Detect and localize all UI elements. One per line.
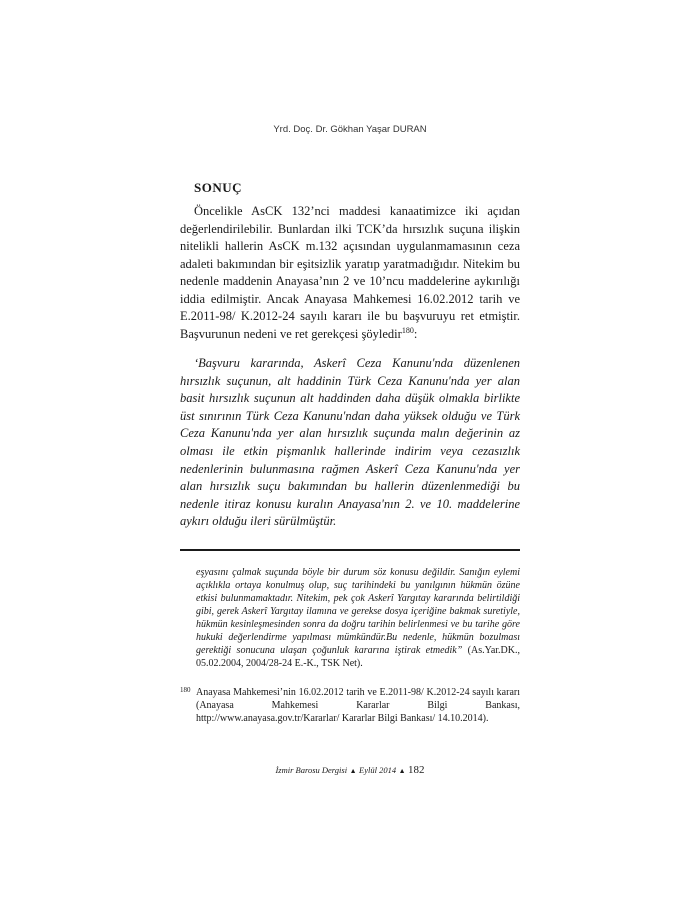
body-paragraph [180, 203, 520, 343]
footnote-continuation-citation: (As.Yar.DK., 05.02.2004, 2004/28-24 E.-K., TSK Net). [196, 645, 520, 669]
footnote-reference[interactable]: 180 [401, 325, 414, 335]
footer-issue: Eylül 2014 [359, 765, 397, 775]
page-number: 182 [408, 764, 425, 776]
footnote-divider [180, 549, 520, 551]
footnote-continuation-italic: eşyasını çalmak suçunda böyle bir durum söz konusu değildir. Sanığın eylemi açıklıkla ortaya konulmuş olup, suç tarihindeki bu yanılgının hükmün özüne etkisi bulunmamaktadır. Nitekim, pek çok Askerî Yargıtay kararında belirtildiği gibi, gerek Askerî Yargıtay ilamına ve gerekse dosya içeriğine bakmak suretiyle, hükmün kesinleşmesinden sonra da doğru tarihin belirlenmesi ve bu tarihe göre hukuki değerlendirme yapılması mümkündür.Bu nedenle, hükmün bozulması gerektiği sonucuna ulaşan çoğunluk kararına iştirak etmedik” [196, 567, 520, 656]
section-title: SONUÇ [194, 180, 243, 195]
footer-journal: İzmir Barosu Dergisi [275, 765, 348, 775]
footnote-180-text: Anayasa Mahkemesi’nin 16.02.2012 tarih ve E.2011-98/ K.2012-24 sayılı kararı (Anayasa Mahkemesi Kararlar Bilgi Bankası, http://www.anayasa.gov.tr/Kararlar/ Kararlar Bilgi Bankası/ 14.10.2014). [196, 687, 520, 725]
footer-triangle-icon-2: ▲ [398, 767, 406, 775]
body-paragraph-text: Öncelikle AsCK 132’nci maddesi kanaatimizce iki açıdan değerlendirilebilir. Bunlardan ilki TCK’da hırsızlık suçuna ilişkin nitelikli hallerin AsCK m.132 açısından uygulanmamasının ceza adaleti bakımından bir eşitsizlik yaratıp yaratmadığıdır. Nitekim bu nedenle maddenin Anayasa’nın 2 ve 10’ncu maddelerine aykırılığı iddia edilmiştir. Ancak Anayasa Mahkemesi 16.02.2012 tarih ve E.2011-98/ K.2012-24 sayılı kararı ile bu başvuruyu ret etmiştir. Başvurunun nedeni ve ret gerekçesi şöyledir [180, 204, 520, 341]
footer-triangle-icon: ▲ [349, 767, 357, 775]
running-header [0, 124, 700, 135]
page-footer [0, 764, 700, 776]
header-author: Yrd. Doç. Dr. Gökhan Yaşar DURAN [273, 124, 427, 135]
footnote-180-number: 180 [180, 686, 191, 694]
footnote-continuation [196, 566, 520, 670]
body-paragraph-colon: : [413, 326, 418, 341]
footnote-180 [180, 686, 520, 726]
block-quote: ‘Başvuru kararında, Askerî Ceza Kanunu'nda düzenlenen hırsızlık suçunun, alt haddinin Türk Ceza Kanunu'nda yer alan basit hırsızlık suçunun alt haddinden daha düşük olmakla birlikte üst sınırının Türk Ceza Kanunu'ndan daha yüksek olduğu ve Türk Ceza Kanunu'nda yer alan hırsızlık suçunda malın değerinin az olması ile etkin pişmanlık hallerinde indirim veya cezasızlık nedenlerinin bulunmasına rağmen Askerî Ceza Kanunu'nda yer alan hırsızlık suçu bakımından bu hallerin düzenlenmediği bu nedenle itiraz konusu kuralın Anayasa'nın 2. ve 10. maddelerine aykırı olduğu ileri sürülmüştür. [180, 356, 520, 529]
